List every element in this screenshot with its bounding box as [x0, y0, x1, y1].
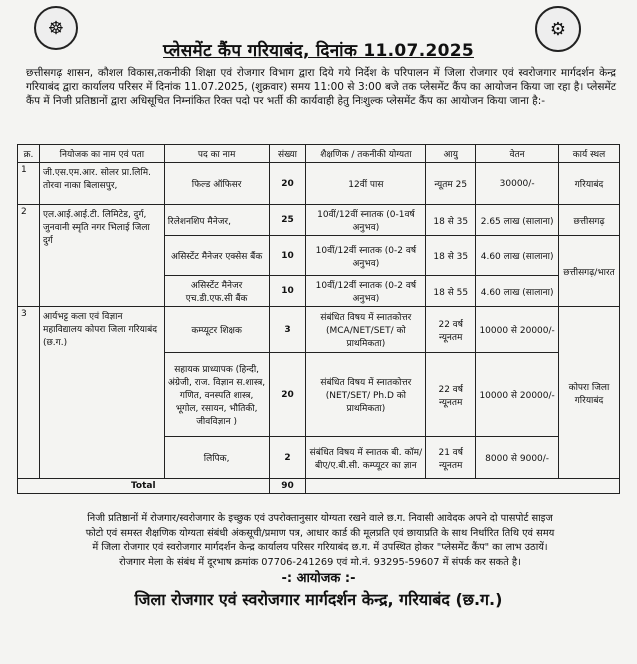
employer-name: आर्यभट्ट कला एवं विज्ञान महाविद्यालय कोपरा जिला गरियाबंद (छ.ग.) [39, 307, 164, 479]
header-sno: क्र. [18, 145, 40, 163]
page-title: प्लेसमेंट कैंप गरियाबंद, दिनांक 11.07.2025 [163, 41, 474, 61]
table-row [18, 307, 620, 353]
qualification: संबंधित विषय में स्नातकोत्तर (NET/SET/ Ph.D को प्राथमिकता) [306, 353, 426, 437]
post-count: 25 [269, 205, 306, 236]
age: 22 वर्ष न्यूनतम [426, 307, 476, 353]
table-row [18, 163, 620, 205]
salary: 4.60 लाख (सालाना) [476, 236, 559, 276]
post-count: 3 [269, 307, 306, 353]
post-name: फिल्ड ऑफिसर [164, 163, 269, 205]
intro-paragraph: छत्तीसगढ़ शासन, कौशल विकास,तकनीकी शिक्षा एवं रोजगार विभाग द्वारा दिये गये निर्देश के परिपालन में जिला रोजगार एवं स्वरोजगार मार्गदर्शन केन्द्र गरियाबंद द्वारा कार्यालय परिसर में दिनांक 11.07.2025, (शुक्रवार) समय 11:00 से 3:00 बजे तक प्लेसमेंट कैंप का आयोजन किया जा रहा है। प्लेसमेंट कैंप में निजी प्रतिष्ठानों द्वारा अधिसूचित निम्नांकित रिक्त पदो पर भर्ती की कार्यवाही हेतु निःशुल्क प्लेसमेंट कैंप का आयोजन किया जाना है:- [26, 67, 616, 108]
age: न्यूतम 25 [426, 163, 476, 205]
header-count: संख्या [269, 145, 306, 163]
age: 18 से 55 [426, 276, 476, 307]
row-sno: 3 [18, 307, 40, 479]
header-salary: वेतन [476, 145, 559, 163]
qualification: 10वीं/12वीं स्नातक (0-2 वर्ष अनुभव) [306, 276, 426, 307]
total-label: Total [18, 479, 270, 494]
post-count: 2 [269, 437, 306, 479]
post-name: लिपिक, [164, 437, 269, 479]
note-line: में जिला रोजगार एवं स्वरोजगार मार्गदर्शन केन्द्र कार्यालय परिसर गरियाबंद छ.ग. में उपस्थित होकर "प्लेसमेंट कैंप" का लाभ उठायें। [92, 542, 548, 553]
note-line: निजी प्रतिष्ठानों में रोजगार/स्वरोजगार के इच्छुक एवं उपरोक्तानुसार योग्यता रखने वाले छ.ग. निवासी आवेदक अपने दो पासपोर्ट साइज [87, 513, 553, 524]
salary: 2.65 लाख (सालाना) [476, 205, 559, 236]
salary: 10000 से 20000/- [476, 353, 559, 437]
note-line: फोटो एवं समस्त शैक्षणिक योग्यता संबंधी अंकसूची/प्रमाण पत्र, आधार कार्ड की मूलप्रति एवं छायाप्रति के साथ निर्धारित तिथि एवं समय [85, 527, 555, 539]
work-location: छत्तीसगढ़/भारत [559, 236, 620, 307]
post-name: असिस्टेंट मैनेजर एक्सेस बैंक [164, 236, 269, 276]
age: 21 वर्ष न्यूनतम [426, 437, 476, 479]
salary: 30000/- [476, 163, 559, 205]
total-empty [306, 479, 620, 494]
header-post: पद का नाम [164, 145, 269, 163]
post-name: असिस्टेंट मैनेजर एच.डी.एफ.सी बैंक [164, 276, 269, 307]
age: 18 से 35 [426, 236, 476, 276]
employer-name: एल.आई.आई.टी. लिमिटेड, दुर्ग, जुनवानी स्मृति नगर भिलाई जिला दुर्ग [39, 205, 164, 307]
row-sno: 2 [18, 205, 40, 307]
header-qualification: शैक्षणिक / तकनीकी योग्यता [306, 145, 426, 163]
post-count: 20 [269, 163, 306, 205]
row-sno: 1 [18, 163, 40, 205]
age: 22 वर्ष न्यूनतम [426, 353, 476, 437]
salary: 4.60 लाख (सालाना) [476, 276, 559, 307]
note-line: रोजगार मेला के संबंध में दूरभाष क्रमांक 07706-241269 एवं मो.नं. 93295-59607 में संपर्क कर सकते है। [119, 556, 521, 568]
post-count: 10 [269, 276, 306, 307]
qualification: 12वीं पास [306, 163, 426, 205]
organizer-name: जिला रोजगार एवं स्वरोजगार मार्गदर्शन केन्द्र, गरियाबंद (छ.ग.) [134, 590, 503, 609]
organizer-heading: -: आयोजक :- [281, 571, 356, 586]
work-location: गरियाबंद [559, 163, 620, 205]
qualification: 10वीं/12वीं स्नातक (0-2 वर्ष अनुभव) [306, 236, 426, 276]
gear-seal-icon: ⚙ [535, 6, 581, 52]
table-row [18, 205, 620, 236]
employer-name: जी.एस.एम.आर. सोलर प्रा.लिमि. तोरवा नाका बिलासपुर, [39, 163, 164, 205]
total-value: 90 [269, 479, 306, 494]
total-row [18, 479, 620, 494]
post-count: 10 [269, 236, 306, 276]
post-count: 20 [269, 353, 306, 437]
qualification: संबंधित विषय में स्नातक बी. कॉम/बीए/ए.बी.सी. कम्प्यूटर का ज्ञान [306, 437, 426, 479]
qualification: संबंधित विषय में स्नातकोत्तर (MCA/NET/SET/ को प्राथमिकता) [306, 307, 426, 353]
instructions-note [20, 512, 620, 570]
work-location: छत्तीसगढ़ [559, 205, 620, 236]
header-employer: नियोजक का नाम एवं पता [39, 145, 164, 163]
work-location: कोपरा जिला गरियाबंद [559, 307, 620, 479]
emblem-icon: ☸ [34, 6, 78, 50]
post-name: सहायक प्राध्यापक (हिन्दी, अंग्रेजी, राज. विज्ञान स.शास्त्र, गणित, वनस्पति शास्त्र, भूगोल, रसायन, भौतिकी, जीवविज्ञान ) [164, 353, 269, 437]
age: 18 से 35 [426, 205, 476, 236]
header-age: आयु [426, 145, 476, 163]
salary: 10000 से 20000/- [476, 307, 559, 353]
qualification: 10वीं/12वीं स्नातक (0-1वर्ष अनुभव) [306, 205, 426, 236]
post-name: रिलेशनशिप मैनेजर, [164, 205, 269, 236]
vacancy-table [17, 144, 620, 494]
table-header-row [18, 145, 620, 163]
salary: 8000 से 9000/- [476, 437, 559, 479]
post-name: कम्प्यूटर शिक्षक [164, 307, 269, 353]
header-location: कार्य स्थल [559, 145, 620, 163]
